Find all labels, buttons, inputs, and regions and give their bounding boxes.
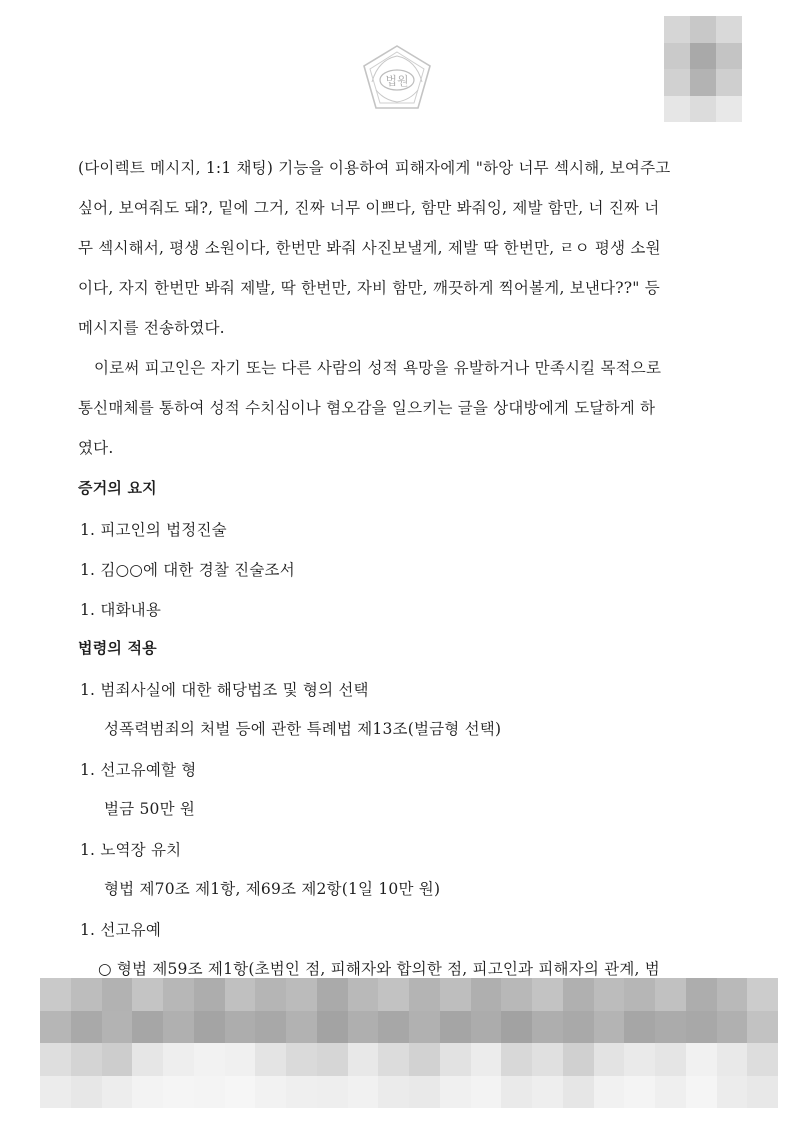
- redaction-pixel: [286, 1076, 317, 1109]
- redaction-pixel: [71, 978, 102, 1011]
- body-line: 이다, 자지 한번만 봐줘 제발, 딱 한번만, 자비 함만, 깨끗하게 찍어볼게, 보낸다??" 등: [78, 279, 660, 297]
- redaction-pixel: [255, 1043, 286, 1076]
- redaction-pixel: [440, 1076, 471, 1109]
- redaction-pixel: [225, 978, 256, 1011]
- body-line: 였다.: [78, 439, 114, 457]
- redaction-pixel: [163, 978, 194, 1011]
- redaction-pixel: [225, 1011, 256, 1044]
- redaction-pixel: [624, 1043, 655, 1076]
- redaction-pixel: [409, 1043, 440, 1076]
- redaction-pixel: [440, 978, 471, 1011]
- redaction-pixel: [747, 1011, 778, 1044]
- redaction-pixel: [348, 1011, 379, 1044]
- seal-text: 법원: [385, 74, 409, 88]
- redaction-pixel: [747, 1043, 778, 1076]
- redaction-pixel: [132, 1043, 163, 1076]
- evidence-item: 1. 김○○에 대한 경찰 진술조서: [80, 561, 295, 579]
- redaction-pixel: [747, 1076, 778, 1109]
- redaction-pixel: [286, 1043, 317, 1076]
- redaction-pixel: [40, 1043, 71, 1076]
- redaction-pixel: [655, 978, 686, 1011]
- body-line: (다이렉트 메시지, 1:1 채팅) 기능을 이용하여 피해자에게 "하앙 너무 섹시해, 보여주고: [78, 159, 671, 177]
- redaction-pixel: [532, 1011, 563, 1044]
- redaction-pixel: [471, 978, 502, 1011]
- redaction-pixel: [132, 1011, 163, 1044]
- redaction-pixel: [225, 1043, 256, 1076]
- redaction-pixel: [532, 978, 563, 1011]
- redaction-pixel: [286, 1011, 317, 1044]
- redaction-pixel: [132, 1076, 163, 1109]
- redaction-pixel: [717, 1076, 748, 1109]
- redaction-pixel: [655, 1011, 686, 1044]
- redaction-pixel: [532, 1043, 563, 1076]
- redaction-pixel: [317, 1043, 348, 1076]
- redaction-pixel: [378, 1076, 409, 1109]
- redaction-pixel: [717, 1011, 748, 1044]
- redaction-pixel: [624, 978, 655, 1011]
- body-line: 메시지를 전송하였다.: [78, 319, 225, 337]
- redaction-pixel: [655, 1076, 686, 1109]
- law-section-title: 1. 노역장 유치: [80, 841, 182, 859]
- redaction-pixel: [378, 978, 409, 1011]
- redaction-pixel: [563, 1011, 594, 1044]
- redaction-pixel: [409, 1076, 440, 1109]
- redaction-pixel: [686, 1043, 717, 1076]
- redaction-pixel: [563, 978, 594, 1011]
- redaction-pixel: [471, 1076, 502, 1109]
- evidence-heading: 증거의 요지: [78, 479, 157, 497]
- redaction-pixel: [163, 1043, 194, 1076]
- evidence-item: 1. 피고인의 법정진술: [80, 521, 227, 539]
- redaction-pixel: [501, 1043, 532, 1076]
- redaction-pixel: [594, 978, 625, 1011]
- redaction-pixel: [255, 1011, 286, 1044]
- redaction-pixel: [378, 1043, 409, 1076]
- redaction-pixel: [532, 1076, 563, 1109]
- redaction-pixel: [163, 1011, 194, 1044]
- redaction-pixel: [225, 1076, 256, 1109]
- redaction-pixel: [624, 1011, 655, 1044]
- law-section-detail: 벌금 50만 원: [104, 800, 196, 818]
- law-section-title: 1. 범죄사실에 대한 해당법조 및 형의 선택: [80, 681, 369, 699]
- law-section-title: 1. 선고유예할 형: [80, 761, 197, 779]
- redaction-pixel: [317, 978, 348, 1011]
- redaction-pixel: [717, 1043, 748, 1076]
- redaction-pixel: [194, 978, 225, 1011]
- redaction-pixel: [102, 1043, 133, 1076]
- redaction-pixel: [747, 978, 778, 1011]
- redaction-pixel: [471, 1011, 502, 1044]
- redaction-pixel: [378, 1011, 409, 1044]
- redaction-pixel: [132, 978, 163, 1011]
- redaction-pixel: [563, 1043, 594, 1076]
- redaction-pixel: [348, 978, 379, 1011]
- redaction-pixel: [317, 1011, 348, 1044]
- redaction-pixel: [317, 1076, 348, 1109]
- redaction-pixel: [71, 1011, 102, 1044]
- redaction-pixel: [255, 1076, 286, 1109]
- redaction-pixel: [102, 978, 133, 1011]
- body-line: 이로써 피고인은 자기 또는 다른 사람의 성적 욕망을 유발하거나 만족시킬 목적으로: [94, 359, 662, 377]
- redaction-pixel: [501, 1076, 532, 1109]
- redaction-pixel: [686, 1076, 717, 1109]
- body-line: 통신매체를 통하여 성적 수치심이나 혐오감을 일으키는 글을 상대방에게 도달하게 하: [78, 399, 656, 417]
- redaction-pixel: [717, 978, 748, 1011]
- redaction-pixel: [163, 1076, 194, 1109]
- redaction-pixel: [40, 1076, 71, 1109]
- evidence-item: 1. 대화내용: [80, 601, 162, 619]
- law-section-title: 1. 선고유예: [80, 921, 162, 939]
- redaction-pixel: [40, 1011, 71, 1044]
- redacted-block-bottom: [40, 978, 778, 1108]
- law-heading: 법령의 적용: [78, 639, 157, 657]
- redaction-pixel: [286, 978, 317, 1011]
- redaction-pixel: [624, 1076, 655, 1109]
- redaction-pixel: [194, 1076, 225, 1109]
- redaction-pixel: [563, 1076, 594, 1109]
- law-section-detail: 형법 제70조 제1항, 제69조 제2항(1일 10만 원): [104, 880, 441, 898]
- redaction-pixel: [71, 1076, 102, 1109]
- redaction-pixel: [501, 1011, 532, 1044]
- redaction-pixel: [686, 1011, 717, 1044]
- redaction-pixel: [409, 978, 440, 1011]
- redaction-pixel: [594, 1076, 625, 1109]
- court-seal-icon: [358, 42, 436, 114]
- redaction-pixel: [594, 1043, 625, 1076]
- law-section-detail: ○ 형법 제59조 제1항(초범인 점, 피해자와 합의한 점, 피고인과 피해자의 관계, 범: [98, 960, 660, 978]
- body-line: 싶어, 보여줘도 돼?, 밑에 그거, 진짜 너무 이쁘다, 함만 봐줘잉, 제발 함만, 너 진짜 너: [78, 199, 660, 217]
- redaction-pixel: [40, 978, 71, 1011]
- redaction-pixel: [686, 978, 717, 1011]
- redaction-pixel: [594, 1011, 625, 1044]
- redaction-pixel: [348, 1043, 379, 1076]
- redaction-pixel: [194, 1043, 225, 1076]
- redaction-pixel: [255, 978, 286, 1011]
- redaction-pixel: [71, 1043, 102, 1076]
- redaction-pixel: [102, 1076, 133, 1109]
- redaction-pixel: [409, 1011, 440, 1044]
- redaction-pixel: [102, 1011, 133, 1044]
- law-section-detail: 성폭력범죄의 처벌 등에 관한 특례법 제13조(벌금형 선택): [104, 720, 502, 738]
- redaction-pixel: [471, 1043, 502, 1076]
- redaction-pixel: [655, 1043, 686, 1076]
- redaction-pixel: [348, 1076, 379, 1109]
- redaction-pixel: [501, 978, 532, 1011]
- redaction-pixel: [194, 1011, 225, 1044]
- redaction-pixel: [440, 1011, 471, 1044]
- redacted-block-top-right: [664, 16, 742, 122]
- body-line: 무 섹시해서, 평생 소원이다, 한번만 봐줘 사진보낼게, 제발 딱 한번만, ㄹㅇ 평생 소원: [78, 239, 661, 257]
- redaction-pixel: [440, 1043, 471, 1076]
